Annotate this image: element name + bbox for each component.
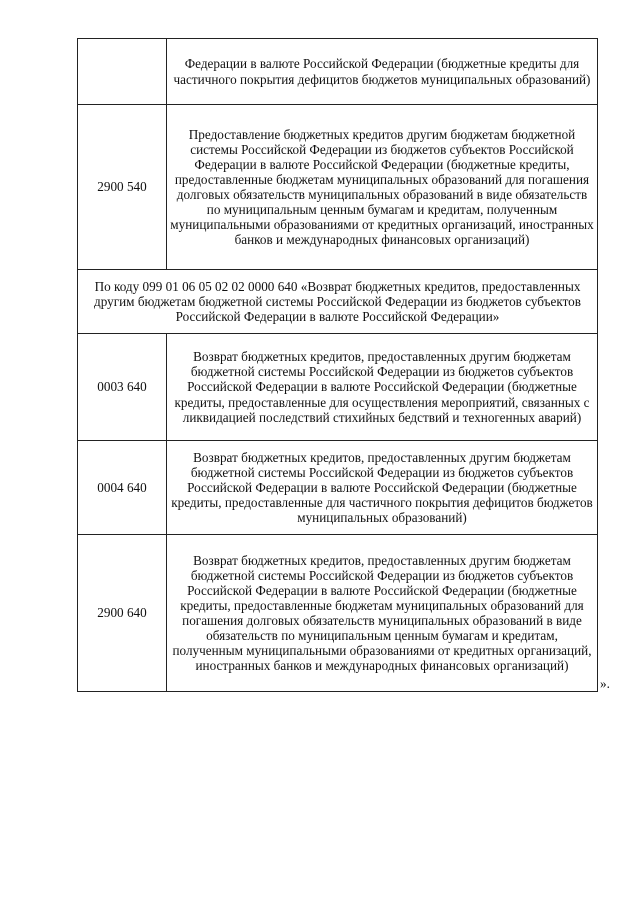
code-cell: 2900 640 bbox=[78, 535, 167, 692]
closing-quote-mark: ». bbox=[600, 676, 610, 691]
table-row bbox=[78, 441, 598, 535]
table-row bbox=[78, 334, 598, 441]
code-cell: 2900 540 bbox=[78, 105, 167, 270]
table-row bbox=[78, 39, 598, 105]
description-cell: Возврат бюджетных кредитов, предоставленных другим бюджетам бюджетной системы Российской Федерации из бюджетов субъектов Российской Федерации в валюте Российской Федерации (бюджетные кредиты, предоставленные бюджетам муниципальных образований для погашения долговых обязательств муниципальных образований в виде обязательств по муниципальным ценным бумагам и кредитам, полученным муниципальными образованиями от кредитных организаций, иностранных банков и международных финансовых организаций) bbox=[167, 535, 598, 692]
budget-codes-table bbox=[77, 38, 598, 692]
table-row bbox=[78, 105, 598, 270]
description-cell: Возврат бюджетных кредитов, предоставленных другим бюджетам бюджетной системы Российской Федерации из бюджетов субъектов Российской Федерации в валюте Российской Федерации (бюджетные кредиты, предоставленные для осуществления мероприятий, связанных с ликвидацией последствий стихийных бедствий и техногенных аварий) bbox=[167, 334, 598, 441]
section-header-row bbox=[78, 270, 598, 334]
code-cell bbox=[78, 39, 167, 105]
code-cell: 0003 640 bbox=[78, 334, 167, 441]
code-cell: 0004 640 bbox=[78, 441, 167, 535]
section-header-cell: По коду 099 01 06 05 02 02 0000 640 «Возврат бюджетных кредитов, предоставленных другим бюджетам бюджетной системы Российской Федерации из бюджетов субъектов Российской Федерации в валюте Российской Федерации» bbox=[78, 270, 598, 334]
table-row bbox=[78, 535, 598, 692]
description-cell: Возврат бюджетных кредитов, предоставленных другим бюджетам бюджетной системы Российской Федерации из бюджетов субъектов Российской Федерации в валюте Российской Федерации (бюджетные кредиты, предоставленные для частичного покрытия дефицитов бюджетов муниципальных образований) bbox=[167, 441, 598, 535]
description-cell: Предоставление бюджетных кредитов другим бюджетам бюджетной системы Российской Федерации из бюджетов субъектов Российской Федерации в валюте Российской Федерации (бюджетные кредиты, предоставленные бюджетам муниципальных образований для погашения долговых обязательств муниципальных образований в виде обязательств по муниципальным ценным бумагам и кредитам, полученным муниципальными образованиями от кредитных организаций, иностранных банков и международных финансовых организаций) bbox=[167, 105, 598, 270]
description-cell: Федерации в валюте Российской Федерации (бюджетные кредиты для частичного покрытия дефицитов бюджетов муниципальных образований) bbox=[167, 39, 598, 105]
